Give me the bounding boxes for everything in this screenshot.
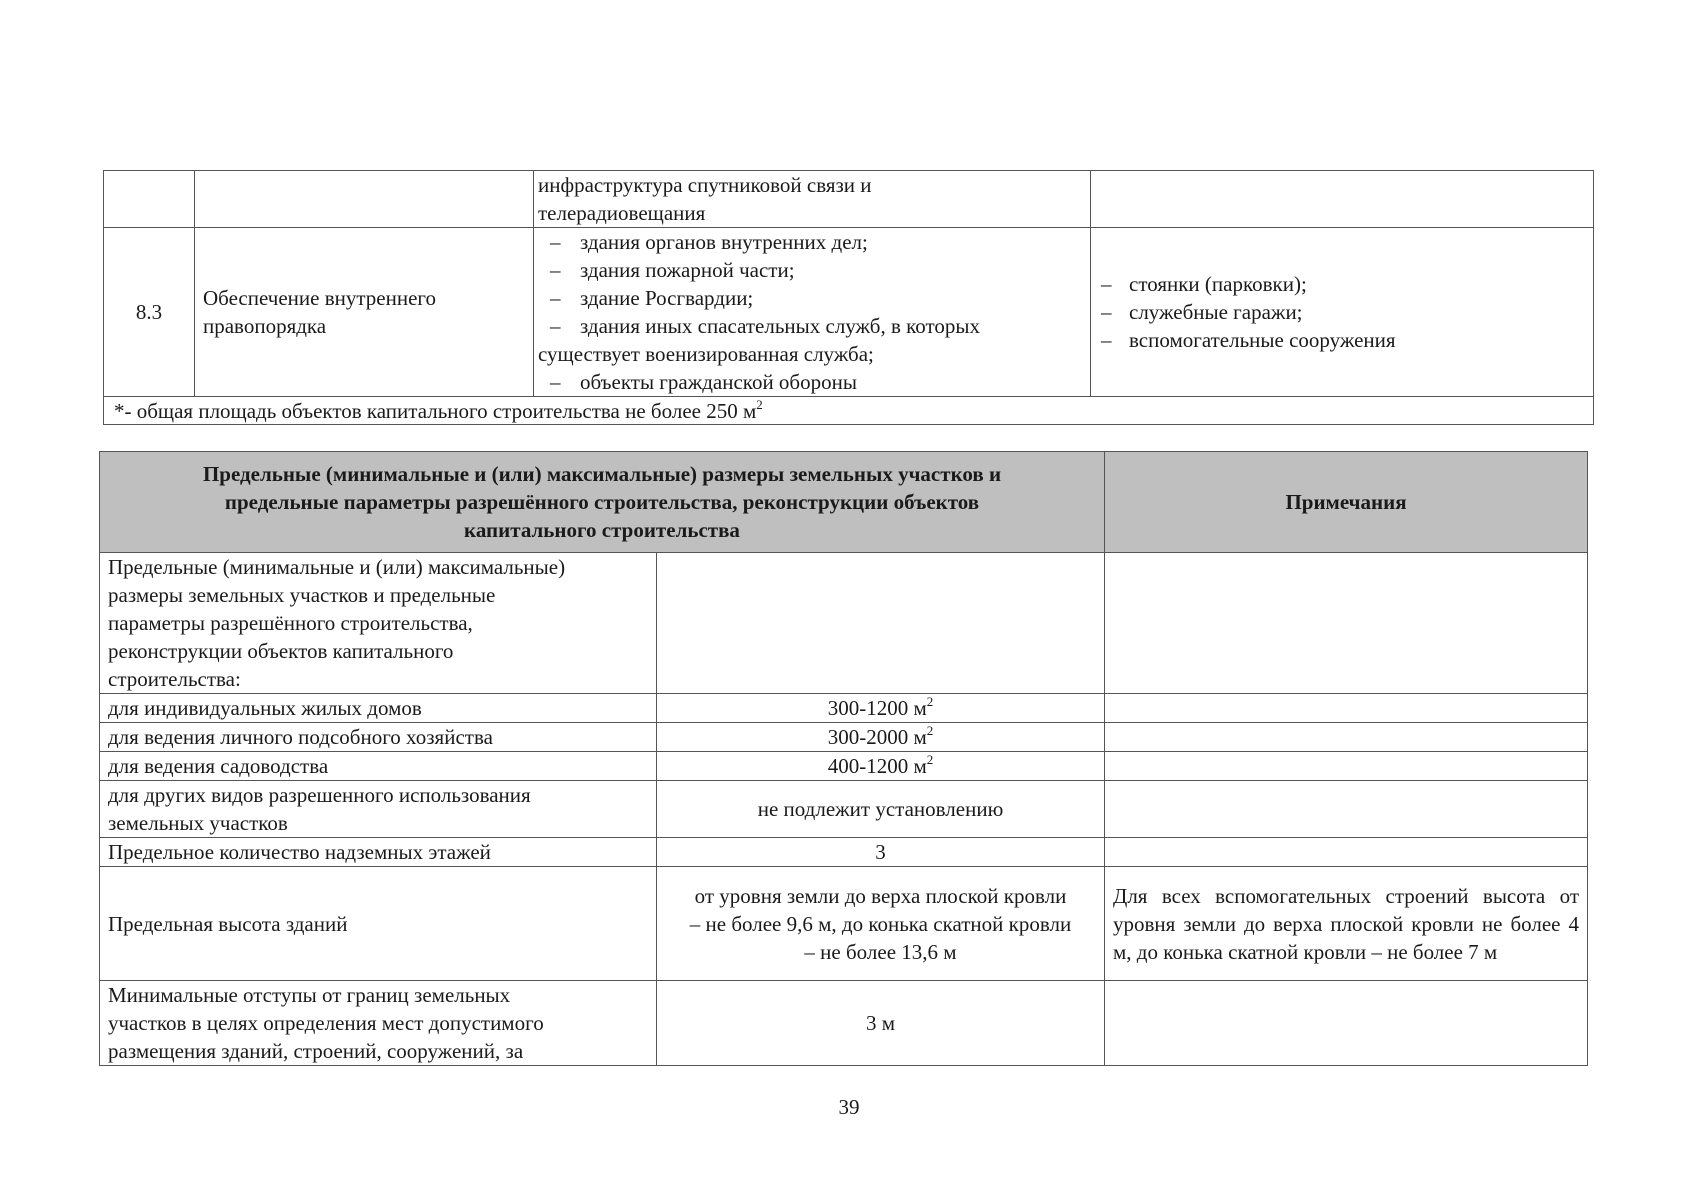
param-value: [657, 723, 1105, 752]
table-row: [100, 553, 1588, 694]
table-row: [100, 867, 1588, 981]
note-cell: [1105, 553, 1588, 694]
param-value-line: от уровня земли до верха плоской кровли: [694, 883, 1067, 908]
table-row: [100, 723, 1588, 752]
main-use-text: инфраструктура спутниковой связи и: [538, 173, 872, 197]
param-value-text: 300-2000 м: [827, 725, 927, 749]
permitted-uses-table: [103, 170, 1594, 425]
param-label-line: земельных участков: [108, 811, 288, 835]
aux-uses-cell: [1091, 228, 1594, 397]
param-label-line: для других видов разрешенного использования: [108, 783, 531, 807]
list-item-continuation: существует военизированная служба;: [538, 342, 874, 366]
header-line: предельные параметры разрешённого строительства, реконструкции объектов: [224, 490, 980, 514]
main-uses-cell: [534, 228, 1091, 397]
use-name-line: Обеспечение внутреннего: [203, 286, 436, 310]
param-label-line: Минимальные отступы от границ земельных: [108, 983, 511, 1007]
note-cell: [1105, 838, 1588, 867]
intro-line: Предельные (минимальные и (или) максимальные): [108, 555, 566, 579]
aux-uses-list: [1099, 270, 1585, 354]
intro-line: параметры разрешённого строительства,: [108, 611, 473, 635]
param-label: Предельная высота зданий: [100, 867, 657, 981]
intro-line: строительства:: [108, 667, 241, 691]
param-value: [657, 694, 1105, 723]
list-item: – здания иных спасательных служб, в которых: [538, 312, 1086, 340]
footnote-superscript: 2: [756, 396, 763, 412]
list-item: – здание Росгвардии;: [538, 284, 1086, 312]
header-line: Предельные (минимальные и (или) максимальные) размеры земельных участков и: [202, 462, 1002, 486]
notes-header: Примечания: [1105, 452, 1588, 553]
list-item: – стоянки (парковки);: [1099, 270, 1585, 298]
note-cell: [1105, 723, 1588, 752]
param-value-superscript: 2: [926, 723, 934, 738]
intro-line: размеры земельных участков и предельные: [108, 583, 496, 607]
value-cell: [657, 553, 1105, 694]
aux-uses-cell: [1091, 171, 1594, 228]
param-value-text: 300-1200 м: [827, 696, 927, 720]
param-label-line: размещения зданий, строений, сооружений, за: [108, 1039, 524, 1063]
note-cell: [1105, 981, 1588, 1066]
table-row: [100, 981, 1588, 1066]
code-cell: [104, 171, 195, 228]
main-use-text: телерадиовещания: [538, 201, 706, 225]
use-name-line: правопорядка: [203, 314, 327, 338]
params-header: [100, 452, 1105, 553]
param-value: 3: [657, 838, 1105, 867]
list-item: – здания органов внутренних дел;: [538, 228, 1086, 256]
param-note: Для всех вспомогательных строений высота от уровня земли до верха плоской кровли не более 4 м, до конька скатной кровли – не более 7 м: [1105, 867, 1588, 981]
param-label: для индивидуальных жилых домов: [100, 694, 657, 723]
note-cell: [1105, 752, 1588, 781]
param-value: [657, 752, 1105, 781]
main-uses-cell: [534, 171, 1091, 228]
table-row: [104, 171, 1594, 228]
param-label: для ведения личного подсобного хозяйства: [100, 723, 657, 752]
use-name-cell: [195, 171, 534, 228]
page-number: 39: [838, 1095, 860, 1119]
param-value: 3 м: [657, 981, 1105, 1066]
param-value-line: – не более 13,6 м: [804, 939, 957, 964]
table-row: [100, 694, 1588, 723]
param-label: Предельное количество надземных этажей: [100, 838, 657, 867]
intro-cell: [100, 553, 657, 694]
note-cell: [1105, 781, 1588, 838]
param-label: [100, 981, 657, 1066]
param-value: [657, 867, 1105, 981]
param-value-text: 400-1200 м: [827, 754, 927, 778]
list-item: – вспомогательные сооружения: [1099, 326, 1585, 354]
table-row: [100, 781, 1588, 838]
param-value-superscript: 2: [926, 694, 934, 709]
list-item: – здания пожарной части;: [538, 256, 1086, 284]
intro-line: реконструкции объектов капитального: [108, 639, 454, 663]
param-label-line: участков в целях определения мест допустимого: [108, 1011, 544, 1035]
param-value: не подлежит установлению: [657, 781, 1105, 838]
table-row: [104, 228, 1594, 397]
footnote-text: *- общая площадь объектов капитального строительства не более 250 м: [114, 398, 757, 423]
use-code: 8.3: [104, 228, 195, 397]
header-row: [100, 452, 1588, 553]
footnote-row: [104, 397, 1594, 425]
table-row: [100, 838, 1588, 867]
use-name-cell: [195, 228, 534, 397]
param-value-line: – не более 9,6 м, до конька скатной кровли: [689, 911, 1072, 936]
note-cell: [1105, 694, 1588, 723]
param-label: [100, 781, 657, 838]
list-item: – объекты гражданской обороны: [538, 368, 1086, 396]
param-label: для ведения садоводства: [100, 752, 657, 781]
main-uses-list: [538, 228, 1086, 396]
footnote: [104, 397, 1594, 425]
list-item: – служебные гаражи;: [1099, 298, 1585, 326]
param-value-superscript: 2: [926, 752, 934, 767]
table-row: [100, 752, 1588, 781]
header-line: капитального строительства: [464, 518, 740, 542]
parameters-table: [99, 451, 1588, 1066]
